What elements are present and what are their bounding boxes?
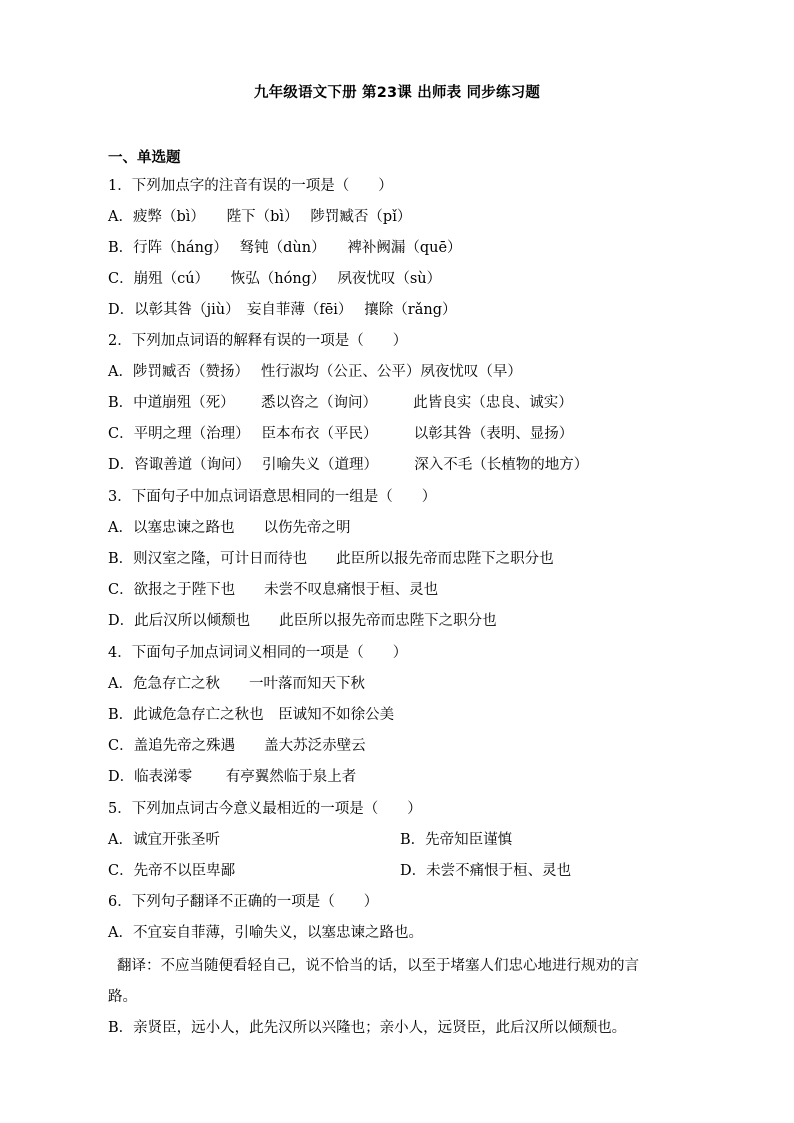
question-5-option-d: D．未尝不痛恨于桓、灵也 [400,863,572,879]
question-5-option-c: C．先帝不以臣卑鄙 [108,863,236,879]
question-1-option-c: C．崩殂（cú） 恢弘（hóng） 夙夜忧叹（sù） [108,271,442,287]
question-2-option-a: A．陟罚臧否（赞扬） 性行淑均（公正、公平）夙夜忧叹（早） [108,364,522,380]
question-5-stem: 5．下列加点词古今意义最相近的一项是（ ） [108,801,422,817]
question-1-stem: 1．下列加点字的注音有误的一项是（ ） [108,178,393,194]
question-2-option-d: D．咨诹善道（询问） 引喻失义（道理） 深入不毛（长植物的地方） [108,457,589,473]
question-2-stem: 2．下列加点词语的解释有误的一项是（ ） [108,333,408,349]
question-5-option-a: A．诚宜开张圣听 [108,832,220,848]
question-6-option-b: B．亲贤臣，远小人，此先汉所以兴隆也；亲小人，远贤臣，此后汉所以倾颓也。 [108,1020,627,1036]
question-3-stem: 3．下面句子中加点词语意思相同的一组是（ ） [108,489,437,505]
question-2-option-c: C．平明之理（治理） 臣本布衣（平民） 以彰其咎（表明、显扬） [108,426,574,442]
question-4-option-d: D．临表涕零 有亭翼然临于泉上者 [108,769,357,785]
question-1-option-a: A．疲弊（bì） 陛下（bì） 陟罚臧否（pǐ） [108,209,412,225]
question-6-option-a: A．不宜妄自菲薄，引喻失义，以塞忠谏之路也。 [108,925,423,941]
question-6-stem: 6．下列句子翻译不正确的一项是（ ） [108,894,379,910]
question-3-option-d: D．此后汉所以倾颓也 此臣所以报先帝而忠陛下之职分也 [108,613,497,629]
question-1-option-b: B．行阵（háng） 驽钝（dùn） 裨补阙漏（quē） [108,240,462,256]
section-heading: 一、单选题 [108,150,181,166]
question-3-option-a: A．以塞忠谏之路也 以伤先帝之明 [108,520,351,536]
question-5-option-b: B．先帝知臣谨慎 [400,832,513,848]
question-4-stem: 4．下面句子加点词词义相同的一项是（ ） [108,645,408,661]
question-2-option-b: B．中道崩殂（死） 悉以咨之（询问） 此皆良实（忠良、诚实） [108,395,573,411]
question-6-translation-line-2: 路。 [108,989,137,1005]
question-6-translation-line-1: 翻译：不应当随便看轻自己，说不恰当的话，以至于堵塞人们忠心地进行规劝的言 [117,958,639,974]
question-3-option-c: C．欲报之于陛下也 未尝不叹息痛恨于桓、灵也 [108,582,439,598]
question-3-option-b: B．则汉室之隆，可计日而待也 此臣所以报先帝而忠陛下之职分也 [108,551,554,567]
question-4-option-a: A．危急存亡之秋 一叶落而知天下秋 [108,676,365,692]
question-4-option-b: B．此诚危急存亡之秋也 臣诚知不如徐公美 [108,707,395,723]
page-title: 九年级语文下册 第23课 出师表 同步练习题 [253,85,541,101]
question-4-option-c: C．盖追先帝之殊遇 盖大苏泛赤壁云 [108,738,366,754]
question-1-option-d: D．以彰其咎（jiù） 妄自菲薄（fēi） 攘除（rǎng） [108,302,457,318]
